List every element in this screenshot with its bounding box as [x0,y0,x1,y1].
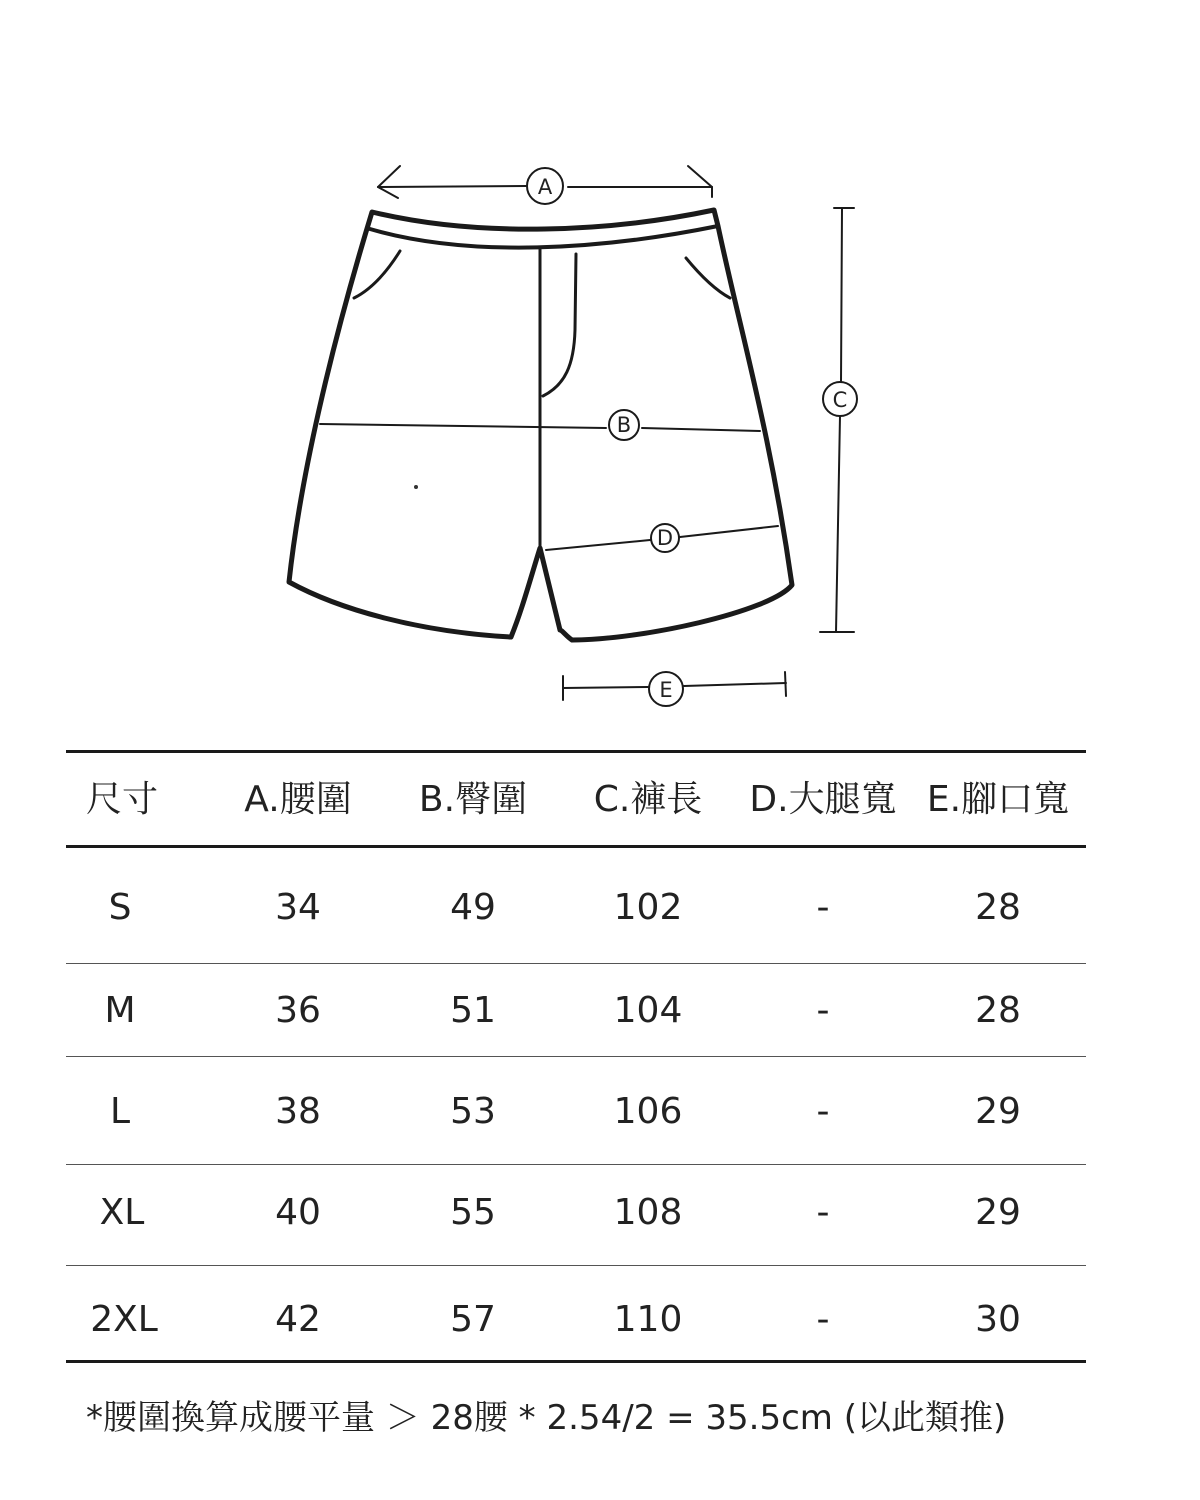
header-thigh: D.大腿寬 [749,779,897,820]
cell-waist: 34 [275,887,321,928]
cell-length: 110 [613,1299,683,1340]
cell-hem: 28 [975,990,1021,1031]
row-divider [66,1265,1086,1266]
cell-hem: 28 [975,887,1021,928]
header-hip: B.臀圍 [418,779,528,820]
cell-hip: 57 [450,1299,496,1340]
cell-hem: 29 [975,1192,1021,1233]
measure-line-e [563,672,786,706]
cell-waist: 38 [275,1091,321,1132]
row-divider [66,1056,1086,1057]
row-divider [66,1164,1086,1165]
marker-b-label: B [616,413,632,437]
cell-thigh: - [816,1192,830,1233]
cell-hip: 55 [450,1192,496,1233]
table-header-rule [66,845,1086,848]
cell-size: S [108,887,132,928]
cell-size: L [109,1091,131,1132]
measure-line-c [820,208,857,632]
marker-d-label: D [656,526,674,550]
cell-thigh: - [816,887,830,928]
table-bottom-rule [66,1360,1086,1363]
cell-hip: 51 [450,990,496,1031]
header-waist: A.腰圍 [244,779,352,820]
measure-line-d [546,524,778,552]
table-top-rule [66,750,1086,753]
cell-hem: 30 [975,1299,1021,1340]
cell-size: XL [99,1192,145,1233]
cell-waist: 36 [275,990,321,1031]
header-hem: E.腳口寬 [926,779,1070,820]
cell-length: 104 [613,990,683,1031]
cell-size: 2XL [90,1299,158,1340]
cell-hip: 53 [450,1091,496,1132]
marker-c-label: C [832,388,848,412]
measure-line-a [378,166,712,204]
cell-waist: 40 [275,1192,321,1233]
cell-hem: 29 [975,1091,1021,1132]
shorts-measurement-diagram [0,0,1200,740]
cell-length: 106 [613,1091,683,1132]
cell-length: 102 [613,887,683,928]
cell-hip: 49 [450,887,496,928]
cell-waist: 42 [275,1299,321,1340]
cell-length: 108 [613,1192,683,1233]
cell-thigh: - [816,990,830,1031]
conversion-footnote: *腰圍換算成腰平量 ＞ 28腰 * 2.54/2 = 35.5cm (以此類推) [86,1398,1007,1438]
cell-thigh: - [816,1091,830,1132]
header-size: 尺寸 [85,779,159,820]
marker-e-label: E [659,678,673,702]
cell-size: M [104,990,136,1031]
header-length: C.褲長 [593,779,703,820]
cell-thigh: - [816,1299,830,1340]
row-divider [66,963,1086,964]
marker-a-label: A [537,175,553,199]
